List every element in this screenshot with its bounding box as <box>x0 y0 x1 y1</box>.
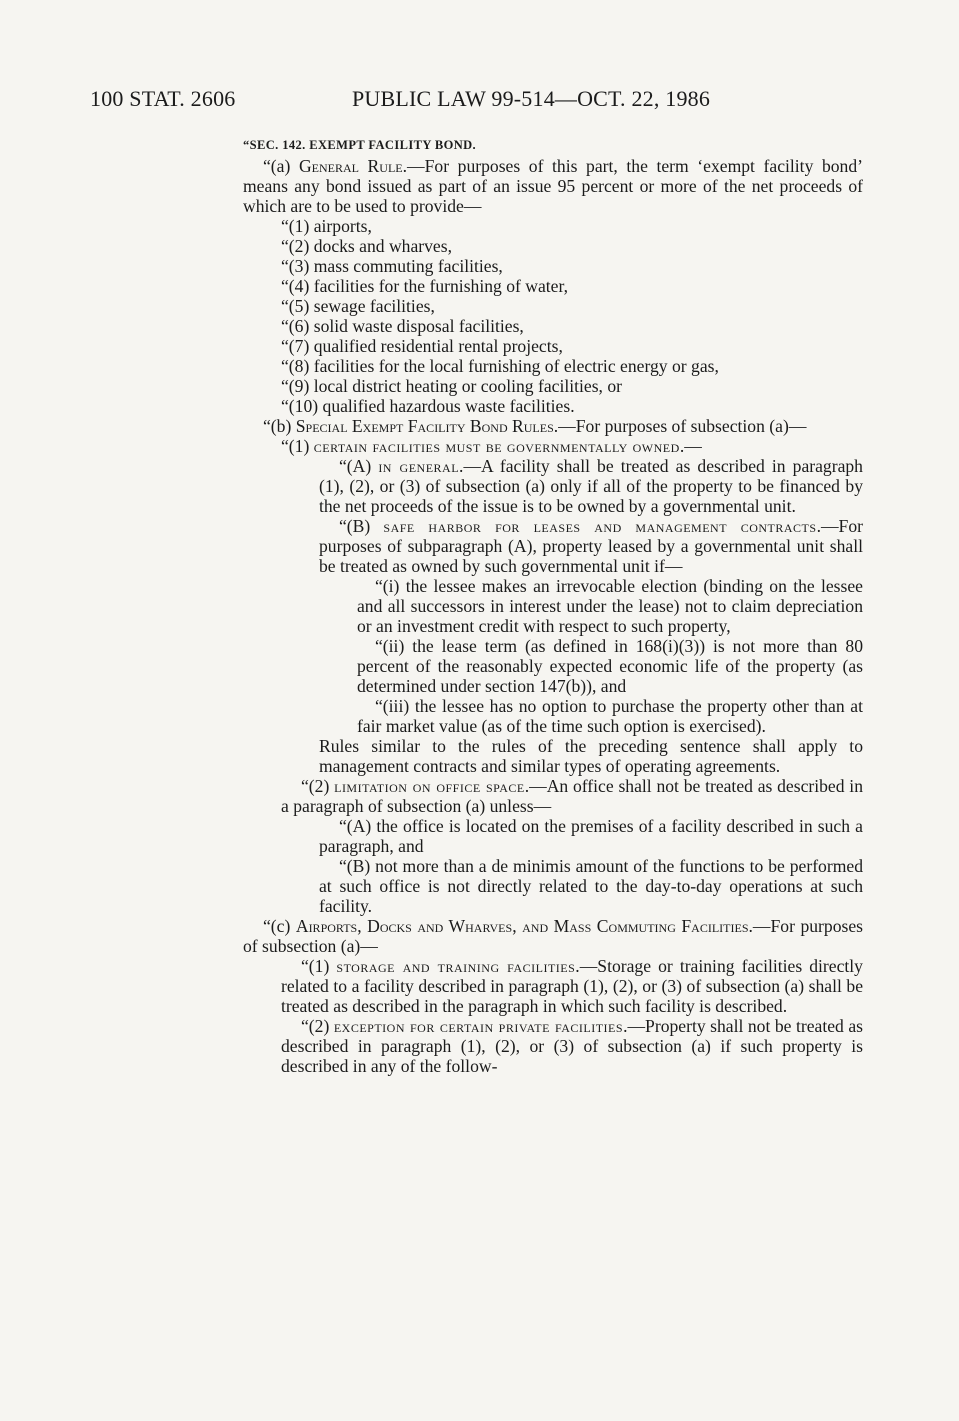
list-item: “(5) sewage facilities, <box>281 296 435 316</box>
subparagraph-b1b-lead: “(B) <box>339 516 384 536</box>
paragraph-b1-text: .— <box>679 436 702 456</box>
subparagraph-b1a-text: .—A facility shall be treated as described in paragraph (1), (2), or (3) of subsection (a) only if all of the property to be financed by the net proceeds of the issue is to be owned by a governmental unit. <box>319 456 863 516</box>
paragraph-c1 <box>243 956 863 1016</box>
paragraph-c2-heading: exception for certain private facilities <box>333 1016 624 1036</box>
statute-page-number: 100 STAT. 2606 <box>90 86 236 111</box>
paragraph-c1-heading: storage and training facilities <box>336 956 576 976</box>
subsection-a <box>243 156 863 216</box>
subparagraph-b1b-text: .—For purposes of subparagraph (A), property leased by a governmental unit shall be treated as owned by such governmental unit if— <box>319 516 863 576</box>
paragraph-b1 <box>223 436 863 456</box>
list-item: “(10) qualified hazardous waste facilities. <box>281 396 575 416</box>
subparagraph-b1a <box>243 456 863 516</box>
subsection-b-text: .—For purposes of subsection (a)— <box>553 416 807 436</box>
subsection-a-text: .—For purposes of this part, the term ‘exempt facility bond’ means any bond issued as part of an issue 95 percent or more of the net proceeds of which are to be used to provide— <box>243 156 863 216</box>
subparagraph-b2a: “(A) the office is located on the premises of a facility described in such a paragraph, and <box>319 816 863 856</box>
subsection-c <box>243 916 863 956</box>
public-law-citation: PUBLIC LAW 99-514—OCT. 22, 1986 <box>352 86 711 111</box>
clause-i: “(i) the lessee makes an irrevocable election (binding on the lessee and all successors in interest under the lease) not to claim depreciation or an investment credit with respect to such property, <box>357 576 863 636</box>
document-body <box>243 136 863 1076</box>
subparagraph-b1b <box>243 516 863 576</box>
list-item: “(4) facilities for the furnishing of water, <box>281 276 569 296</box>
paragraph-b2-lead: “(2) <box>301 776 335 796</box>
subsection-c-text: .—For purposes of subsection (a)— <box>243 916 863 956</box>
list-item: “(2) docks and wharves, <box>281 236 452 256</box>
paragraph-b2-text: .—An office shall not be treated as described in a paragraph of subsection (a) unless— <box>281 776 863 816</box>
paragraph-b2-heading: limitation on office space <box>334 776 525 796</box>
paragraph-c1-text: .—Storage or training facilities directly related to a facility described in paragraph (1), (2), or (3) of subsection (a) shall be treated as described in the paragraph in which such facility is described. <box>281 956 863 1016</box>
subparagraph-b1a-heading: in general <box>378 456 460 476</box>
subsection-b <box>243 416 863 436</box>
list-item: “(3) mass commuting facilities, <box>281 256 503 276</box>
paragraph-c2-lead: “(2) <box>301 1016 334 1036</box>
subsection-b-lead: “(b) <box>263 416 296 436</box>
paragraph-c2 <box>243 1016 863 1076</box>
subparagraph-b1b-heading: safe harbor for leases and management contracts <box>383 516 817 536</box>
paragraph-b2 <box>243 776 863 816</box>
subsection-b-heading: Special Exempt Facility Bond Rules <box>295 416 554 436</box>
subsection-c-lead: “(c) <box>263 916 296 936</box>
list-item: “(7) qualified residential rental projects, <box>281 336 563 356</box>
paragraph-b1-lead: “(1) <box>281 436 314 456</box>
paragraph-c1-lead: “(1) <box>301 956 337 976</box>
clause-iii: “(iii) the lessee has no option to purchase the property other than at fair market value (as of the time such option is exercised). <box>357 696 863 736</box>
subsection-a-lead: “(a) <box>263 156 299 176</box>
subparagraph-b1a-lead: “(A) <box>339 456 379 476</box>
clause-ii: “(ii) the lease term (as defined in 168(i)(3)) is not more than 80 percent of the reasonably expected economic life of the property (as determined under section 147(b)), and <box>357 636 863 696</box>
flush-rules-text: Rules similar to the rules of the preceding sentence shall apply to management contracts and similar types of operating agreements. <box>319 736 863 776</box>
list-item: “(1) airports, <box>281 216 372 236</box>
section-heading: “SEC. 142. EXEMPT FACILITY BOND. <box>243 138 477 152</box>
list-item: “(6) solid waste disposal facilities, <box>281 316 524 336</box>
subsection-c-heading: Airports, Docks and Wharves, and Mass Commuting Facilities <box>295 916 749 936</box>
paragraph-c2-text: .—Property shall not be treated as described in paragraph (1), (2), or (3) of subsection (a) if such property is described in any of the follow- <box>281 1016 863 1076</box>
list-item: “(9) local district heating or cooling facilities, or <box>281 376 623 396</box>
list-item: “(8) facilities for the local furnishing of electric energy or gas, <box>281 356 719 376</box>
subsection-a-heading: General Rule <box>298 156 403 176</box>
subparagraph-b2b: “(B) not more than a de minimis amount of the functions to be performed at such office is not directly related to the day-to-day operations at such facility. <box>319 856 863 916</box>
paragraph-b1-heading: certain facilities must be governmentally owned <box>313 436 680 456</box>
